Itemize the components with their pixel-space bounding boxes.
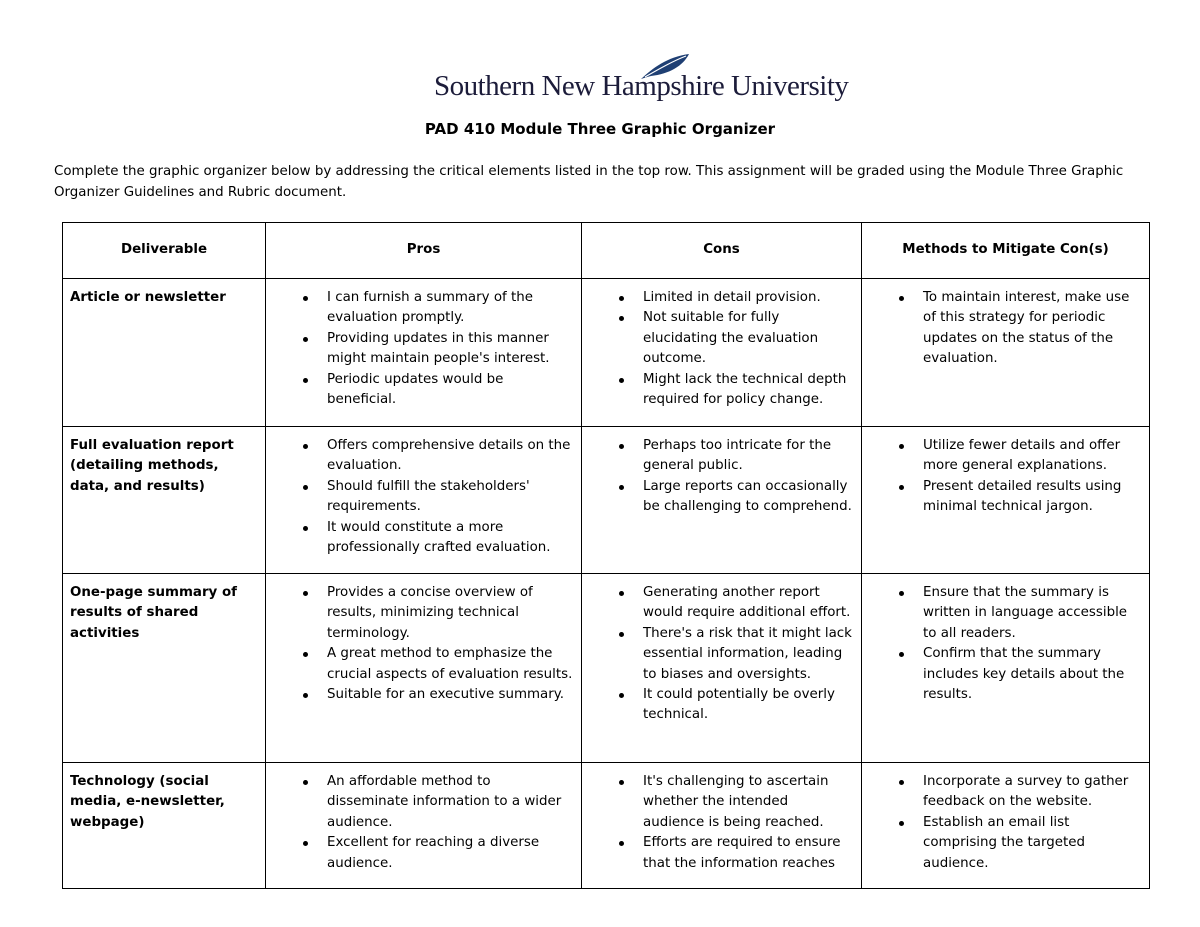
list-item (862, 583, 1149, 644)
list-item (266, 370, 581, 411)
list-item-text: An affordable method to disseminate information to a wider audience. (327, 774, 562, 830)
university-logo (434, 52, 849, 104)
list-item (862, 772, 1149, 813)
bullet-icon (899, 444, 904, 449)
cons-list (582, 583, 861, 726)
list-item-text: It's challenging to ascertain whether the intended audience is being reached. (643, 774, 829, 830)
table-body (63, 279, 1150, 889)
list-item (582, 308, 861, 369)
list-item-text: A great method to emphasize the crucial aspects of evaluation results. (327, 646, 573, 682)
list-item-text: To maintain interest, make use of this strategy for periodic updates on the status of the evaluation. (923, 290, 1130, 367)
methods-cell (862, 574, 1150, 763)
list-item-text: Providing updates in this manner might maintain people's interest. (327, 330, 550, 367)
cons-list (582, 772, 861, 874)
list-item-text: It would constitute a more professionally crafted evaluation. (327, 519, 551, 556)
bullet-icon (899, 591, 904, 596)
deliverable-cell: Article or newsletter (63, 279, 266, 427)
list-item (266, 772, 581, 833)
methods-cell (862, 427, 1150, 574)
pros-cell (266, 574, 582, 763)
list-item-text: I can furnish a summary of the evaluation promptly. (327, 290, 533, 326)
table-row (63, 427, 1150, 574)
page-title: PAD 410 Module Three Graphic Organizer (424, 120, 776, 138)
list-item-text: Might lack the technical depth required for policy change. (643, 371, 847, 408)
list-item (266, 644, 581, 685)
header-methods: Methods to Mitigate Con(s) (862, 223, 1150, 279)
methods-list (862, 436, 1149, 518)
table-row (63, 574, 1150, 763)
list-item (266, 477, 581, 518)
bullet-icon (899, 821, 904, 826)
bullet-icon (303, 591, 308, 596)
graphic-organizer-table (62, 222, 1150, 889)
deliverable-cell: Full evaluation report (detailing methods, data, and results) (63, 427, 266, 574)
list-item-text: Efforts are required to ensure that the information reaches (643, 835, 841, 871)
list-item (582, 772, 861, 833)
list-item-text: Utilize fewer details and offer more general explanations. (923, 438, 1121, 474)
bullet-icon (619, 841, 624, 846)
list-item-text: Generating another report would require additional effort. (643, 585, 851, 621)
bullet-icon (619, 296, 624, 301)
list-item (582, 624, 861, 685)
bullet-icon (619, 485, 624, 490)
list-item (582, 370, 861, 411)
bullet-icon (303, 841, 308, 846)
list-item (266, 583, 581, 644)
list-item (266, 329, 581, 370)
cons-cell (582, 763, 862, 889)
cons-list (582, 436, 861, 518)
list-item (582, 477, 861, 518)
list-item (582, 833, 861, 874)
list-item (862, 477, 1149, 518)
bullet-icon (303, 780, 308, 785)
list-item-text: Large reports can occasionally be challenging to comprehend. (643, 478, 852, 515)
list-item (862, 436, 1149, 477)
bullet-icon (619, 693, 624, 698)
bullet-icon (619, 316, 624, 321)
list-item-text: Offers comprehensive details on the evaluation. (327, 438, 571, 474)
list-item-text: Provides a concise overview of results, minimizing technical terminology. (327, 585, 533, 641)
cons-cell (582, 279, 862, 427)
bullet-icon (619, 591, 624, 596)
pros-cell (266, 279, 582, 427)
bullet-icon (303, 378, 308, 383)
list-item (266, 685, 581, 705)
header-cons: Cons (582, 223, 862, 279)
bullet-icon (303, 693, 308, 698)
list-item-text: It could potentially be overly technical. (643, 687, 835, 723)
bullet-icon (303, 296, 308, 301)
header-pros: Pros (266, 223, 582, 279)
list-item (582, 685, 861, 726)
bullet-icon (303, 652, 308, 657)
list-item (266, 833, 581, 874)
pros-list (266, 288, 581, 410)
methods-cell (862, 763, 1150, 889)
cons-cell (582, 574, 862, 763)
list-item (582, 583, 861, 624)
list-item-text: Periodic updates would be beneficial. (327, 371, 504, 408)
list-item-text: Limited in detail provision. (643, 290, 821, 305)
pros-list (266, 772, 581, 874)
list-item-text: Establish an email list comprising the targeted audience. (923, 814, 1085, 871)
header-deliverable: Deliverable (63, 223, 266, 279)
list-item-text: Confirm that the summary includes key details about the results. (923, 646, 1125, 703)
methods-list (862, 583, 1149, 705)
bullet-icon (303, 526, 308, 531)
table-row (63, 279, 1150, 427)
bullet-icon (899, 296, 904, 301)
list-item-text: Present detailed results using minimal technical jargon. (923, 478, 1122, 515)
methods-list (862, 288, 1149, 370)
list-item-text: Should fulfill the stakeholders' requirements. (327, 478, 530, 515)
table-header-row (63, 223, 1150, 279)
list-item-text: Ensure that the summary is written in language accessible to all readers. (923, 585, 1128, 641)
list-item-text: Suitable for an executive summary. (327, 687, 565, 703)
bullet-icon (899, 652, 904, 657)
list-item (266, 436, 581, 477)
list-item (582, 436, 861, 477)
deliverable-cell: Technology (social media, e-newsletter, webpage) (63, 763, 266, 889)
methods-list (862, 772, 1149, 874)
bullet-icon (619, 632, 624, 637)
bullet-icon (303, 485, 308, 490)
list-item-text: Incorporate a survey to gather feedback on the website. (923, 774, 1129, 810)
list-item-text: Excellent for reaching a diverse audience. (327, 835, 540, 871)
pros-cell (266, 427, 582, 574)
bullet-icon (899, 780, 904, 785)
university-name: Southern New Hampshire University (434, 70, 849, 102)
pros-list (266, 436, 581, 558)
bullet-icon (303, 337, 308, 342)
pros-cell (266, 763, 582, 889)
bullet-icon (619, 378, 624, 383)
methods-cell (862, 279, 1150, 427)
list-item (862, 813, 1149, 874)
bullet-icon (899, 485, 904, 490)
bullet-icon (619, 780, 624, 785)
list-item (266, 518, 581, 559)
list-item-text: Perhaps too intricate for the general public. (643, 438, 832, 474)
deliverable-cell: One-page summary of results of shared activities (63, 574, 266, 763)
list-item (862, 288, 1149, 370)
instructions-paragraph: Complete the graphic organizer below by addressing the critical elements listed in the top row. This assignment will be graded using the Module Three Graphic Organizer Guidelines and Rubric document. (54, 164, 1124, 200)
list-item (582, 288, 861, 308)
cons-cell (582, 427, 862, 574)
bullet-icon (619, 444, 624, 449)
list-item (862, 644, 1149, 705)
pros-list (266, 583, 581, 705)
list-item-text: Not suitable for fully elucidating the evaluation outcome. (643, 310, 819, 367)
cons-list (582, 288, 861, 410)
list-item-text: There's a risk that it might lack essential information, leading to biases and oversights. (643, 625, 852, 682)
table-row (63, 763, 1150, 889)
list-item (266, 288, 581, 329)
bullet-icon (303, 444, 308, 449)
